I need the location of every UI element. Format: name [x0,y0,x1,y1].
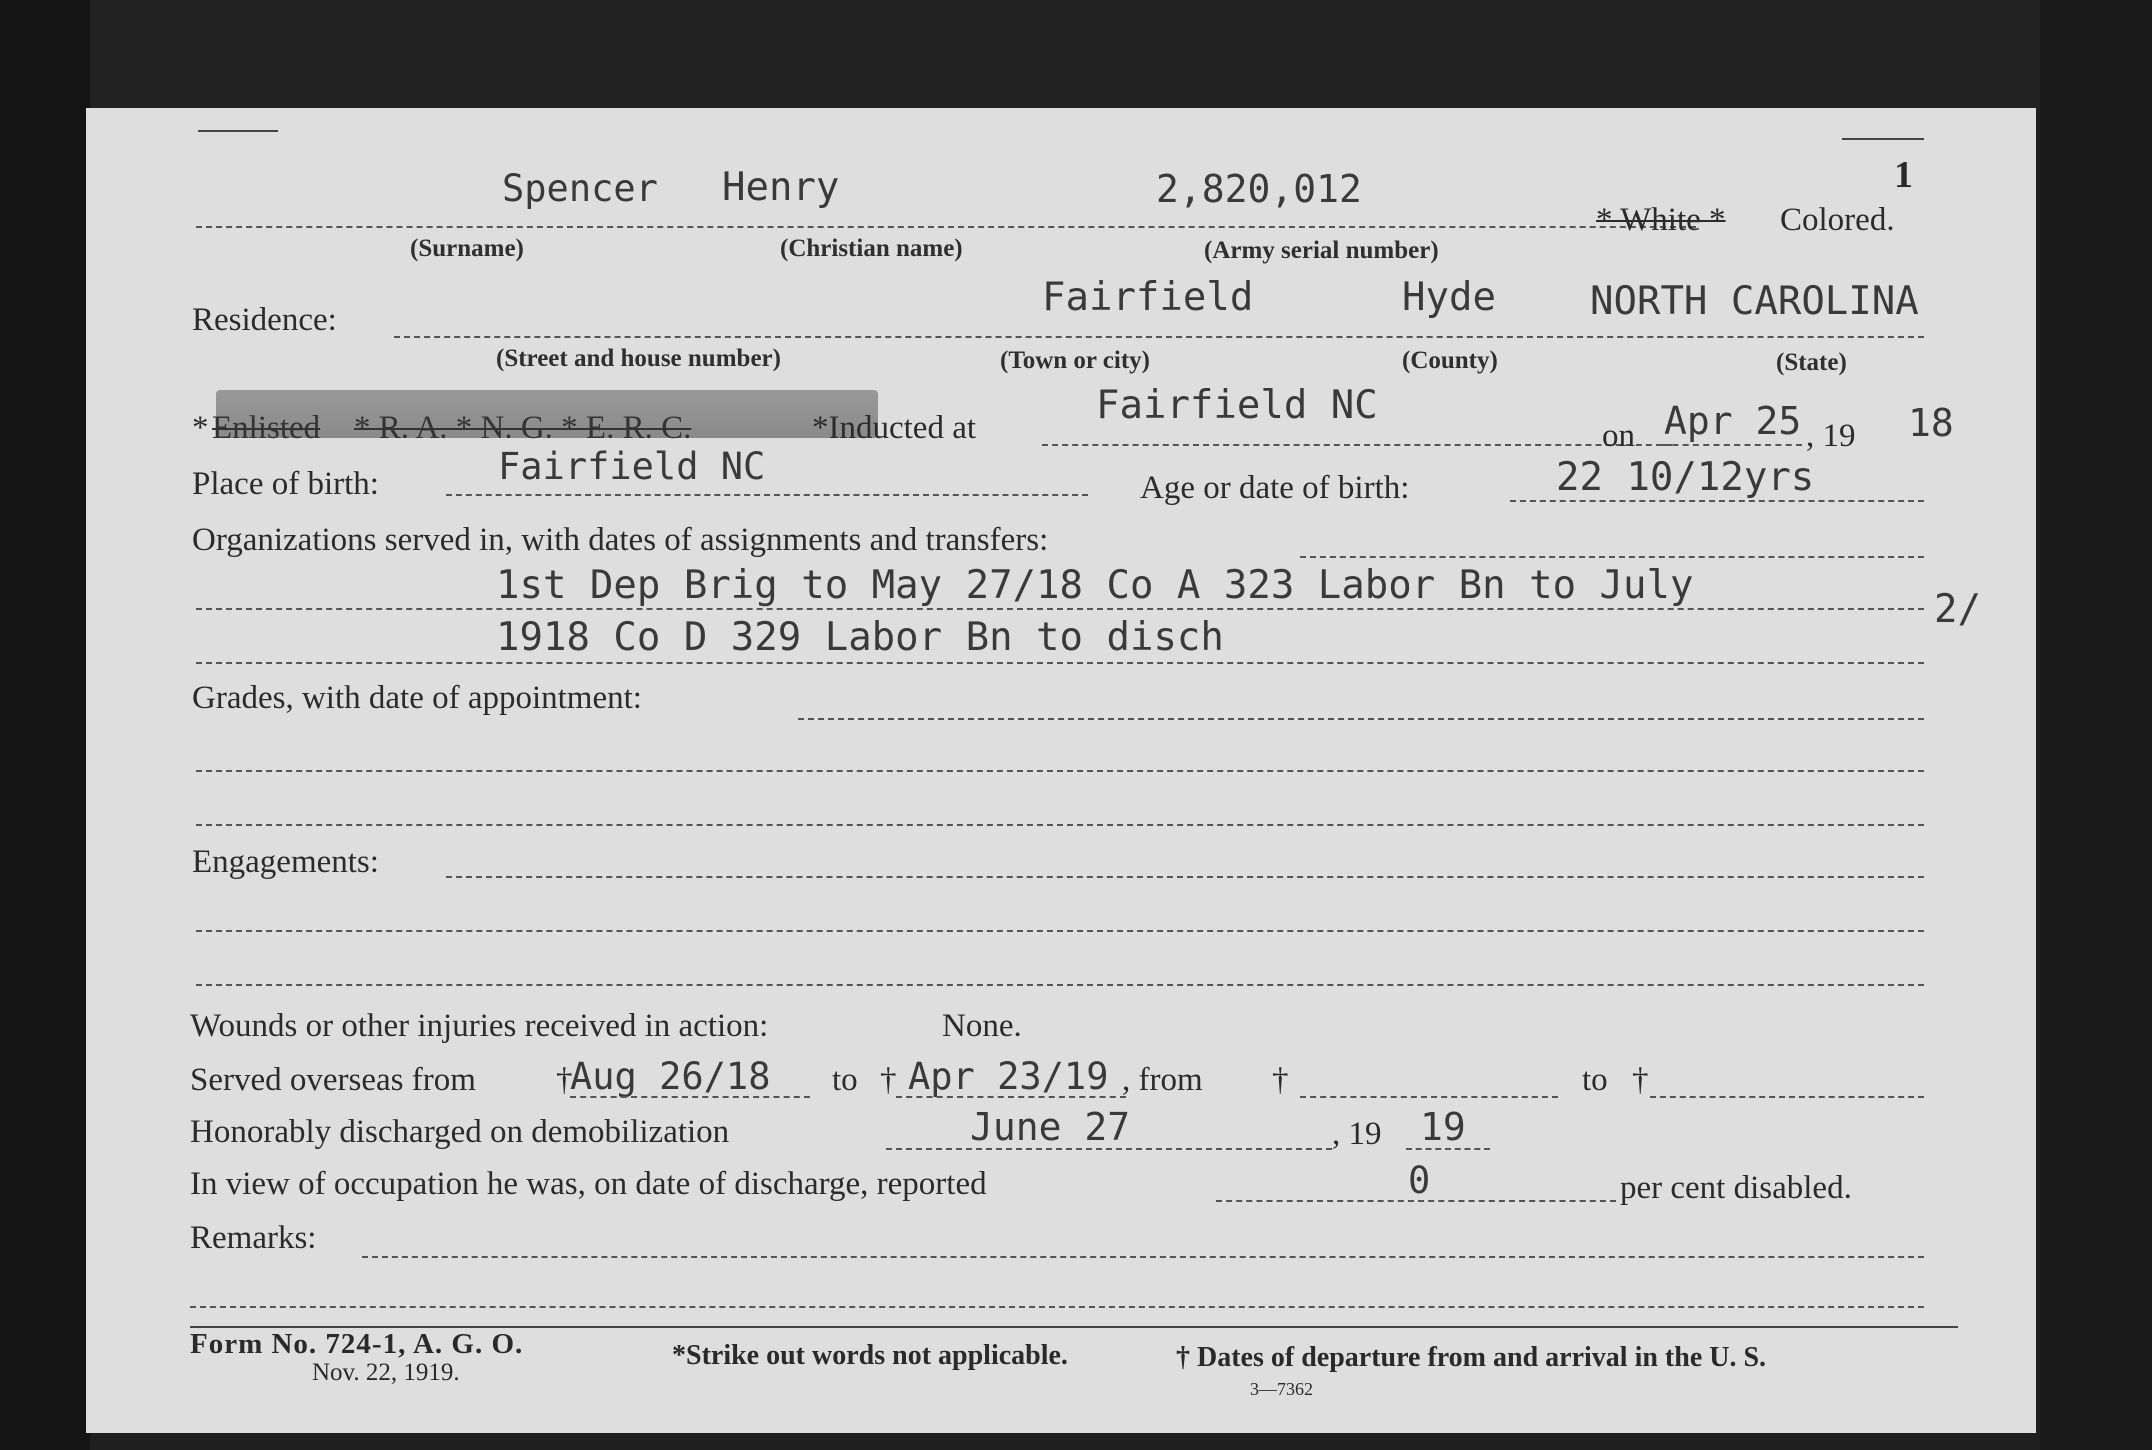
residence-line [394,336,1924,338]
inducted-at-label: *Inducted at [812,410,977,446]
engagements-line-2 [196,930,1924,932]
grades-label: Grades, with date of appointment: [192,680,642,716]
overseas-dagger-4: † [1632,1062,1649,1098]
race-colored: Colored. [1780,202,1895,238]
army-serial-number-value: 2,820,012 [1156,167,1362,211]
overseas-arrival-line [896,1096,1126,1098]
scan-background [0,0,2152,110]
form-date: Nov. 22, 1919. [312,1359,460,1386]
discharge-label: Honorably discharged on demobilization [190,1114,730,1150]
discharge-date-value: June 27 [970,1105,1131,1149]
overseas-departure-line [570,1096,810,1098]
surname-caption: (Surname) [410,235,524,262]
engagements-label: Engagements: [192,844,379,880]
strike-out-note: *Strike out words not applicable. [672,1340,1068,1371]
inducted-date-line [1662,444,1802,446]
residence-town-value: Fairfield [1042,275,1254,320]
place-of-birth-value: Fairfield NC [498,445,766,488]
county-caption: (County) [1402,347,1498,374]
overseas-dagger-1: † [556,1062,573,1098]
state-caption: (State) [1776,349,1847,376]
age-label: Age or date of birth: [1140,470,1410,506]
residence-state-value: NORTH CAROLINA [1590,279,1919,324]
disability-suffix: per cent disabled. [1620,1170,1852,1206]
residence-label: Residence: [192,302,337,338]
organizations-entry-1: 1st Dep Brig to May 27/18 Co A 323 Labor Bn to July [496,563,1694,608]
engagements-line-1 [446,876,1924,878]
overseas-dagger-3: † [1272,1062,1289,1098]
remarks-line-2 [190,1306,1924,1308]
grades-line-1 [798,718,1924,720]
overseas-to-label: to [832,1062,858,1098]
street-caption: (Street and house number) [496,345,781,372]
service-prefix-asterisk: * [192,410,209,446]
engagements-line-3 [196,984,1924,986]
wounds-value: None. [942,1008,1022,1044]
inducted-date-value: Apr 25 [1664,399,1802,443]
on-label: on [1602,418,1635,454]
remarks-label: Remarks: [190,1220,317,1256]
organizations-line-2 [196,662,1924,664]
town-caption: (Town or city) [1000,347,1150,374]
discharge-year-prefix: , 19 [1332,1116,1382,1152]
disability-label: In view of occupation he was, on date of discharge, reported [190,1166,987,1202]
wounds-label: Wounds or other injuries received in action: [190,1008,769,1044]
print-code: 3—7362 [1250,1379,1313,1399]
dagger-note: † Dates of departure from and arrival in the U. S. [1176,1342,1767,1373]
grades-line-2 [196,770,1924,772]
top-right-rule [1842,138,1924,140]
overseas-departure-value: Aug 26/18 [570,1055,771,1098]
age-line [1510,500,1924,502]
organizations-label: Organizations served in, with dates of assignments and transfers: [192,522,1049,558]
inducted-year-prefix: , 19 [1806,418,1856,454]
inducted-year-value: 18 [1908,401,1954,445]
scan-margin-left [0,0,90,1450]
age-value: 22 10/12yrs [1556,455,1815,500]
surname-value: Spencer [502,167,658,210]
christian-name-value: Henry [722,165,840,210]
overseas-label: Served overseas from [190,1062,476,1098]
remarks-line-1 [362,1256,1924,1258]
top-left-rule [198,130,278,132]
discharge-date-line [886,1148,1332,1150]
overseas-to2-line [1650,1096,1924,1098]
scan-margin-right [2040,0,2152,1450]
service-record-card [86,108,2036,1433]
organizations-line-0 [1300,556,1924,558]
overseas-from-label: , from [1122,1062,1203,1098]
card-number: 1 [1894,154,1913,196]
organizations-entry-2: 1918 Co D 329 Labor Bn to disch [496,615,1224,660]
grades-line-3 [196,824,1924,826]
service-branch-options-struck: * R. A. * N. G. * E. R. C. [354,410,692,446]
overseas-dagger-2: † [880,1062,897,1098]
christian-name-caption: (Christian name) [780,235,963,262]
discharge-year-line [1406,1148,1490,1150]
inducted-place-value: Fairfield NC [1096,383,1378,428]
disability-line [1216,1200,1616,1202]
overseas-arrival-value: Apr 23/19 [908,1055,1109,1098]
disability-value: 0 [1408,1159,1431,1202]
place-of-birth-label: Place of birth: [192,466,379,502]
place-of-birth-line [446,494,1088,496]
serial-caption: (Army serial number) [1204,237,1439,264]
residence-county-value: Hyde [1402,275,1496,320]
enlisted-struck: Enlisted [212,410,321,446]
organizations-line-1 [196,608,1924,610]
form-number: Form No. 724-1, A. G. O. [190,1328,524,1360]
name-line [196,226,1696,228]
organizations-entry-1-cont: 2/ [1934,587,1981,632]
overseas-to2-label: to [1582,1062,1608,1098]
inducted-place-line [1042,444,1672,446]
race-white-struck: * White * [1596,202,1726,238]
overseas-from2-line [1300,1096,1558,1098]
discharge-year-value: 19 [1420,1105,1466,1149]
